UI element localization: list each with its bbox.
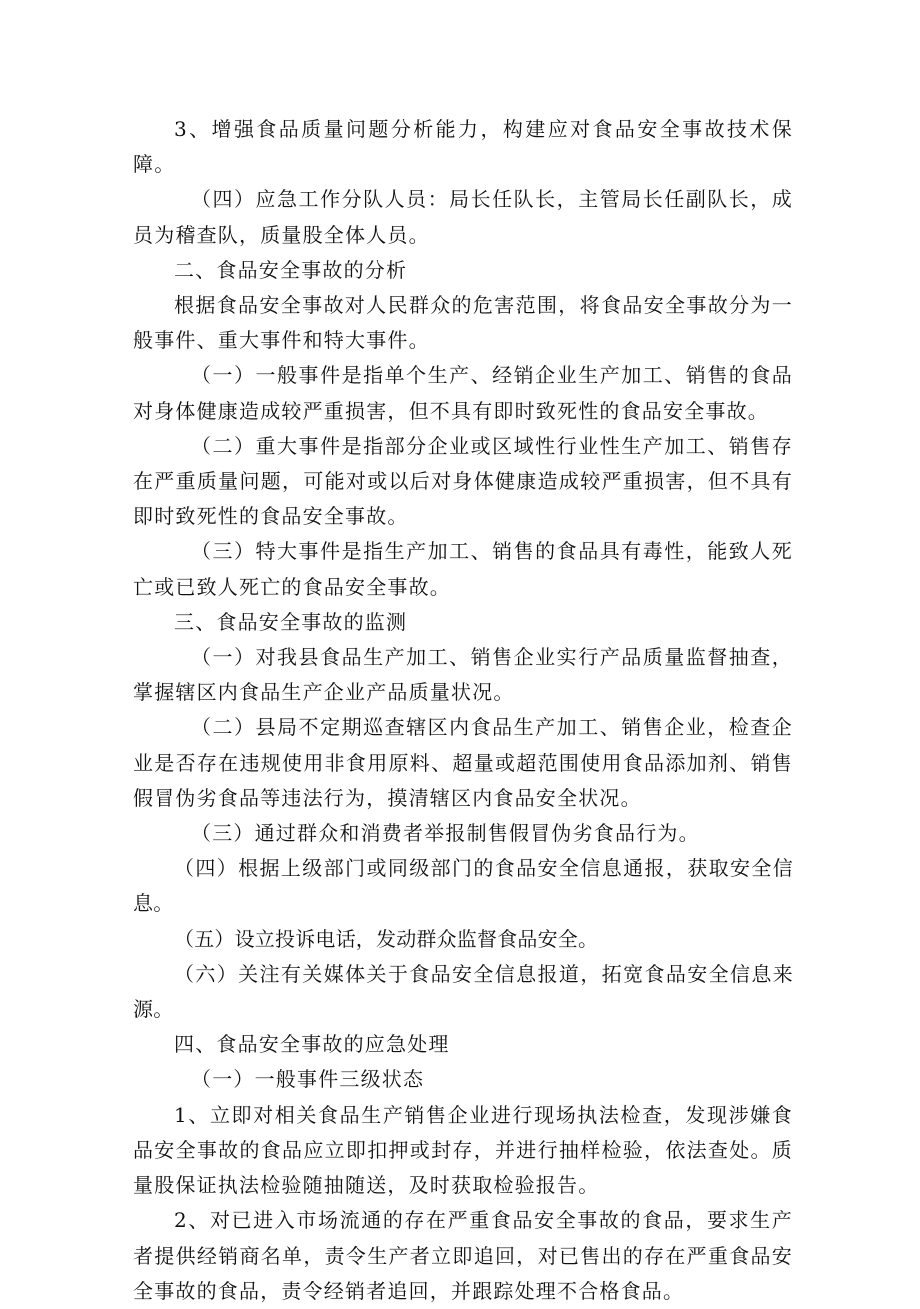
paragraph: 1、立即对相关食品生产销售企业进行现场执法检查，发现涉嫌食品安全事故的食品应立即扣押或封存，并进行抽样检验，依法查处。质量股保证执法检验随抽随送，及时获取检验报告。 <box>133 1102 793 1198</box>
paragraph: （三）通过群众和消费者举报制售假冒伪劣食品行为。 <box>191 821 700 846</box>
paragraph: （二）县局不定期巡查辖区内食品生产加工、销售企业，检查企业是否存在违规使用非食用原料、超量或超范围使用食品添加剂、销售假冒伪劣食品等违法行为，摸清辖区内食品安全状况。 <box>133 715 793 810</box>
paragraph: （六）关注有关媒体关于食品安全信息报道，拓宽食品安全信息来源。 <box>133 961 793 1022</box>
paragraph: （四）根据上级部门或同级部门的食品安全信息通报，获取安全信息。 <box>133 856 793 916</box>
paragraph: （五）设立投诉电话，发动群众监督食品安全。 <box>174 926 599 951</box>
subsection-heading: （一）一般事件三级状态 <box>191 1067 425 1092</box>
paragraph: 2、对已进入市场流通的存在严重食品安全事故的食品，要求生产者提供经销商名单，责令生产者立即追回，对已售出的存在严重食品安全事故的食品，责令经销者追回，并跟踪处理不合格食品。 <box>133 1208 793 1303</box>
section-heading: 四、食品安全事故的应急处理 <box>174 1032 450 1057</box>
paragraph: （一）一般事件是指单个生产、经销企业生产加工、销售的食品对身体健康造成较严重损害，但不具有即时致死性的食品安全事故。 <box>133 363 793 423</box>
paragraph: 根据食品安全事故对人民群众的危害范围，将食品安全事故分为一般事件、重大事件和特大事件。 <box>133 293 793 353</box>
document-body <box>133 112 793 1309</box>
section-heading: 二、食品安全事故的分析 <box>174 257 408 282</box>
section-heading: 三、食品安全事故的监测 <box>174 609 408 634</box>
paragraph: （一）对我县食品生产加工、销售企业实行产品质量监督抽查，掌握辖区内食品生产企业产品质量状况。 <box>133 645 793 705</box>
paragraph: （三）特大事件是指生产加工、销售的食品具有毒性，能致人死亡或已致人死亡的食品安全事故。 <box>133 539 793 599</box>
paragraph: （二）重大事件是指部分企业或区域性行业性生产加工、销售存在严重质量问题，可能对或以后对身体健康造成较严重损害，但不具有即时致死性的食品安全事故。 <box>133 433 793 529</box>
paragraph: （四）应急工作分队人员：局长任队长，主管局长任副队长，成员为稽查队，质量股全体人员。 <box>133 187 793 247</box>
paragraph: 3、增强食品质量问题分析能力，构建应对食品安全事故技术保障。 <box>133 117 793 177</box>
